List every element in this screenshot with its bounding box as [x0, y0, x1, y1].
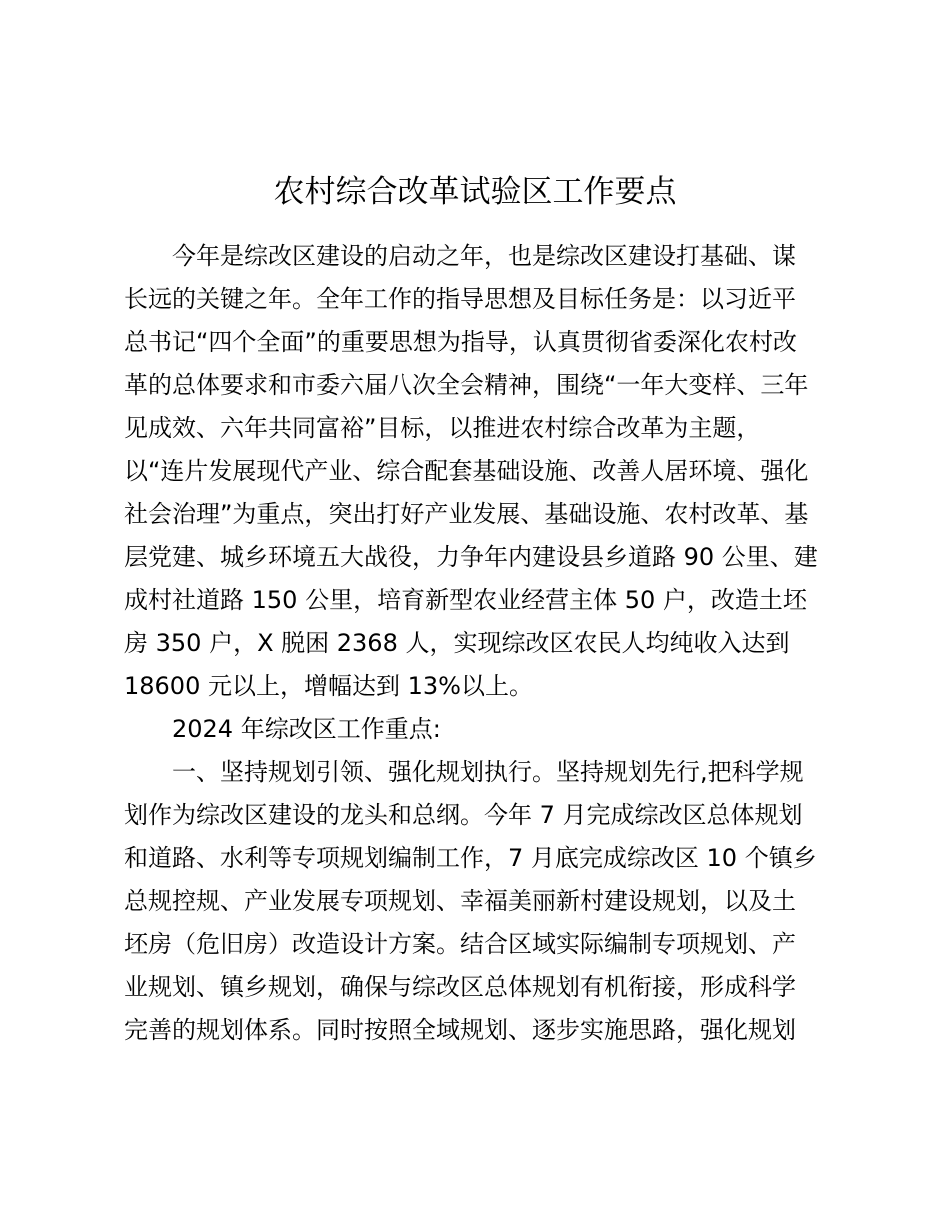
paragraph-line: 成村社道路 150 公里，培育新型农业经营主体 50 户，改造土坯 — [124, 586, 807, 614]
paragraph-line: 完善的规划体系。同时按照全域规划、逐步实施思路，强化规划 — [124, 1016, 796, 1044]
paragraph-line: 坯房（危旧房）改造设计方案。结合区域实际编制专项规划、产 — [124, 930, 796, 958]
paragraph-line: 社会治理”为重点，突出打好产业发展、基础设施、农村改革、基 — [124, 500, 809, 528]
paragraph-line: 见成效、六年共同富裕”目标，以推进农村综合改革为主题， — [124, 414, 761, 442]
paragraph-line: 和道路、水利等专项规划编制工作，7 月底完成综改区 10 个镇乡 — [124, 844, 817, 872]
paragraph-line: 房 350 户，X 脱困 2368 人，实现综改区农民人均纯收入达到 — [124, 629, 790, 657]
paragraph-line: 18600 元以上，增幅达到 13%以上。 — [124, 672, 533, 700]
paragraph-line: 以“连片发展现代产业、综合配套基础设施、改善人居环境、强化 — [124, 457, 809, 485]
paragraph-line: 长远的关键之年。全年工作的指导思想及目标任务是：以习近平 — [124, 285, 796, 313]
paragraph-line: 业规划、镇乡规划，确保与综改区总体规划有机衔接，形成科学 — [124, 973, 796, 1001]
paragraph-line: 革的总体要求和市委六届八次全会精神，围绕“一年大变样、三年 — [124, 371, 809, 399]
document-title: 农村综合改革试验区工作要点 — [273, 174, 677, 210]
paragraph-line: 总书记“四个全面”的重要思想为指导，认真贯彻省委深化农村改 — [124, 328, 797, 356]
paragraph-line: 划作为综改区建设的龙头和总纲。今年 7 月完成综改区总体规划 — [124, 801, 803, 829]
paragraph-line: 总规控规、产业发展专项规划、幸福美丽新村建设规划，以及土 — [124, 887, 796, 915]
paragraph-line: 层党建、城乡环境五大战役，力争年内建设县乡道路 90 公里、建 — [124, 543, 818, 571]
paragraph-line: 一、坚持规划引领、强化规划执行。坚持规划先行,把科学规 — [172, 758, 804, 786]
paragraph-line: 今年是综改区建设的启动之年，也是综改区建设打基础、谋 — [172, 242, 796, 270]
section-heading: 2024 年综改区工作重点: — [172, 715, 441, 743]
